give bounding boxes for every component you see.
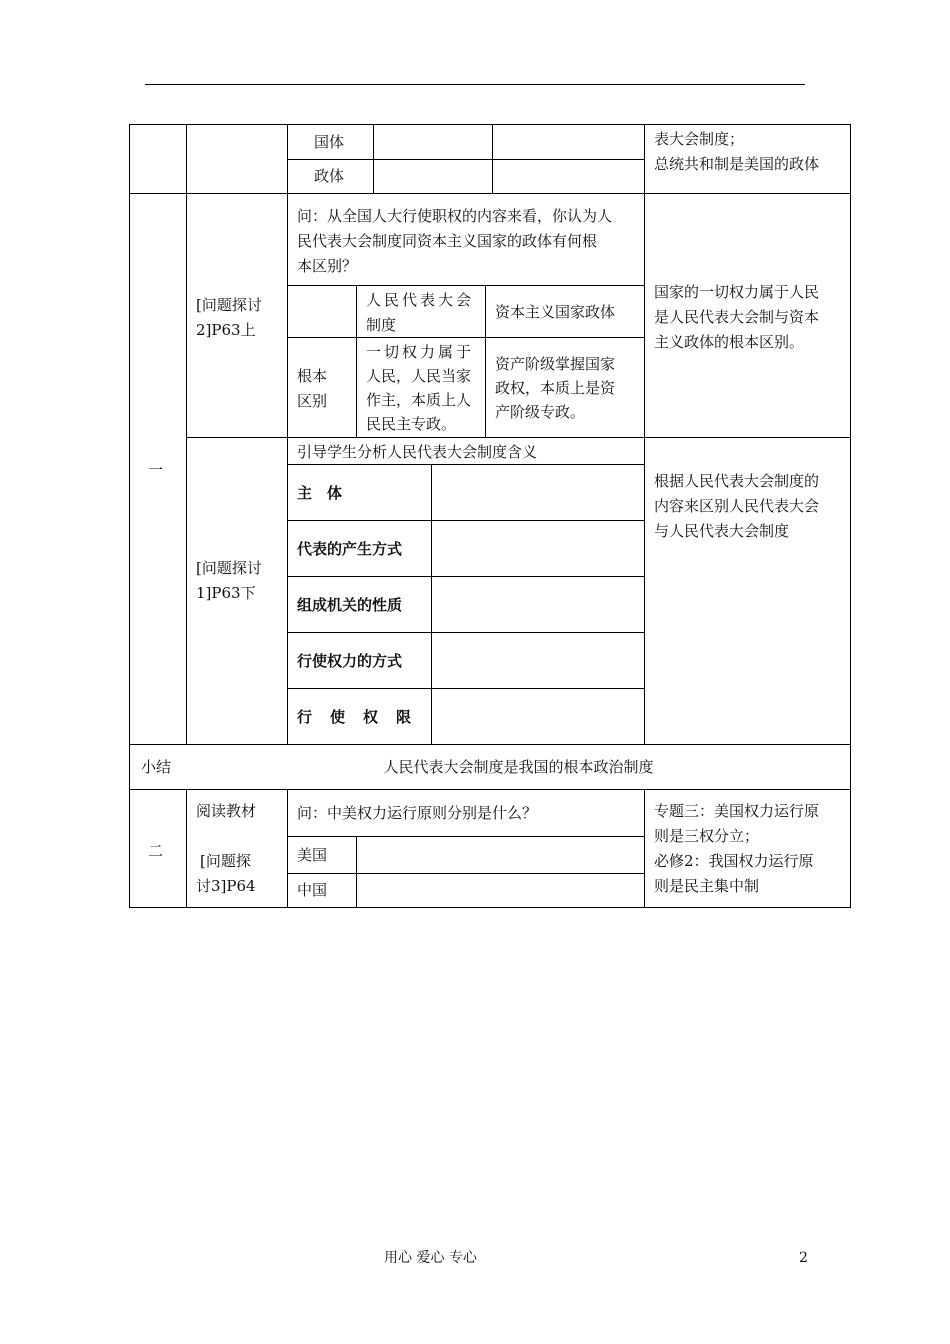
discussion1-note-line1: 根据人民代表大会制度的 (654, 472, 820, 490)
capitalist-text-line3: 产阶级专政。 (495, 403, 586, 421)
npc-text-line2: 人民，人民当家 (366, 367, 472, 385)
footer-motto: 用心 爱心 专心 (384, 1250, 477, 1266)
header-npc-line2: 制度 (366, 316, 397, 334)
top-note-line2: 总统共和制是美国的政体 (654, 155, 820, 173)
section-two-ref-line1: 阅读教材 (196, 802, 257, 820)
discussion2-ref-line2: 2]P63上 (196, 321, 256, 339)
discussion2-question-line2: 民代表大会制度同资本主义国家的政体有何根 (297, 232, 598, 250)
header-capitalist: 资本主义国家政体 (495, 303, 616, 321)
top-note-line1: 表大会制度； (654, 130, 745, 148)
section-two-note-line3: 必修2：我国权力运行原 (654, 852, 814, 870)
usa-label: 美国 (297, 846, 328, 864)
section-two-note-line4: 则是民主集中制 (654, 877, 760, 895)
discussion2-question-line3: 本区别？ (297, 257, 358, 275)
item-organ-nature: 组成机关的性质 (297, 596, 403, 614)
discussion1-note-line2: 内容来区别人民代表大会 (654, 497, 820, 515)
item-representative-generation: 代表的产生方式 (297, 540, 403, 558)
item-power-exercise: 行使权力的方式 (297, 652, 403, 670)
zhengti-label: 政体 (314, 167, 345, 185)
capitalist-text-line1: 资产阶级掌握国家 (495, 355, 616, 373)
row-label-line1: 根本 (297, 367, 328, 385)
section-two-ref-line2: [问题探 (200, 852, 251, 870)
npc-text-line3: 作主，本质上人 (366, 391, 472, 409)
item-subject: 主 体 (297, 484, 343, 502)
discussion2-note-line3: 主义政体的根本区别。 (654, 333, 805, 351)
npc-text-line1: 一切权力属于 (366, 343, 475, 361)
section-two-note-line1: 专题三：美国权力运行原 (654, 802, 820, 820)
discussion2-ref-line1: [问题探讨 (196, 296, 262, 314)
discussion1-guide: 引导学生分析人民代表大会制度含义 (297, 443, 538, 461)
page-number: 2 (799, 1250, 808, 1266)
section-two-question: 问：中美权力运行原则分别是什么？ (297, 804, 538, 822)
discussion2-note-line1: 国家的一切权力属于人民 (654, 283, 820, 301)
section-one-label: 一 (148, 461, 164, 479)
row-label-line2: 区别 (297, 392, 328, 410)
section-two-ref-line3: 讨3]P64 (196, 877, 256, 895)
discussion2-question-line1: 问：从全国人大行使职权的内容来看，你认为人 (297, 207, 613, 225)
capitalist-text-line2: 政权，本质上是资 (495, 379, 616, 397)
discussion1-ref-line2: 1]P63下 (196, 584, 256, 602)
item-power-scope: 行使权限 (297, 708, 430, 726)
header-npc-line1: 人民代表大会 (366, 291, 475, 309)
summary-label: 小结 (141, 758, 172, 776)
guoti-label: 国体 (314, 133, 345, 151)
discussion1-ref-line1: [问题探讨 (196, 559, 262, 577)
section-two-label: 二 (148, 842, 164, 860)
header-rule (145, 84, 805, 85)
section-two-note-line2: 则是三权分立； (654, 827, 760, 845)
npc-text-line4: 民民主专政。 (366, 415, 457, 433)
discussion2-note-line2: 是人民代表大会制与资本 (654, 308, 820, 326)
discussion1-note-line3: 与人民代表大会制度 (654, 522, 790, 540)
china-label: 中国 (297, 881, 328, 899)
summary-text: 人民代表大会制度是我国的根本政治制度 (383, 758, 654, 776)
